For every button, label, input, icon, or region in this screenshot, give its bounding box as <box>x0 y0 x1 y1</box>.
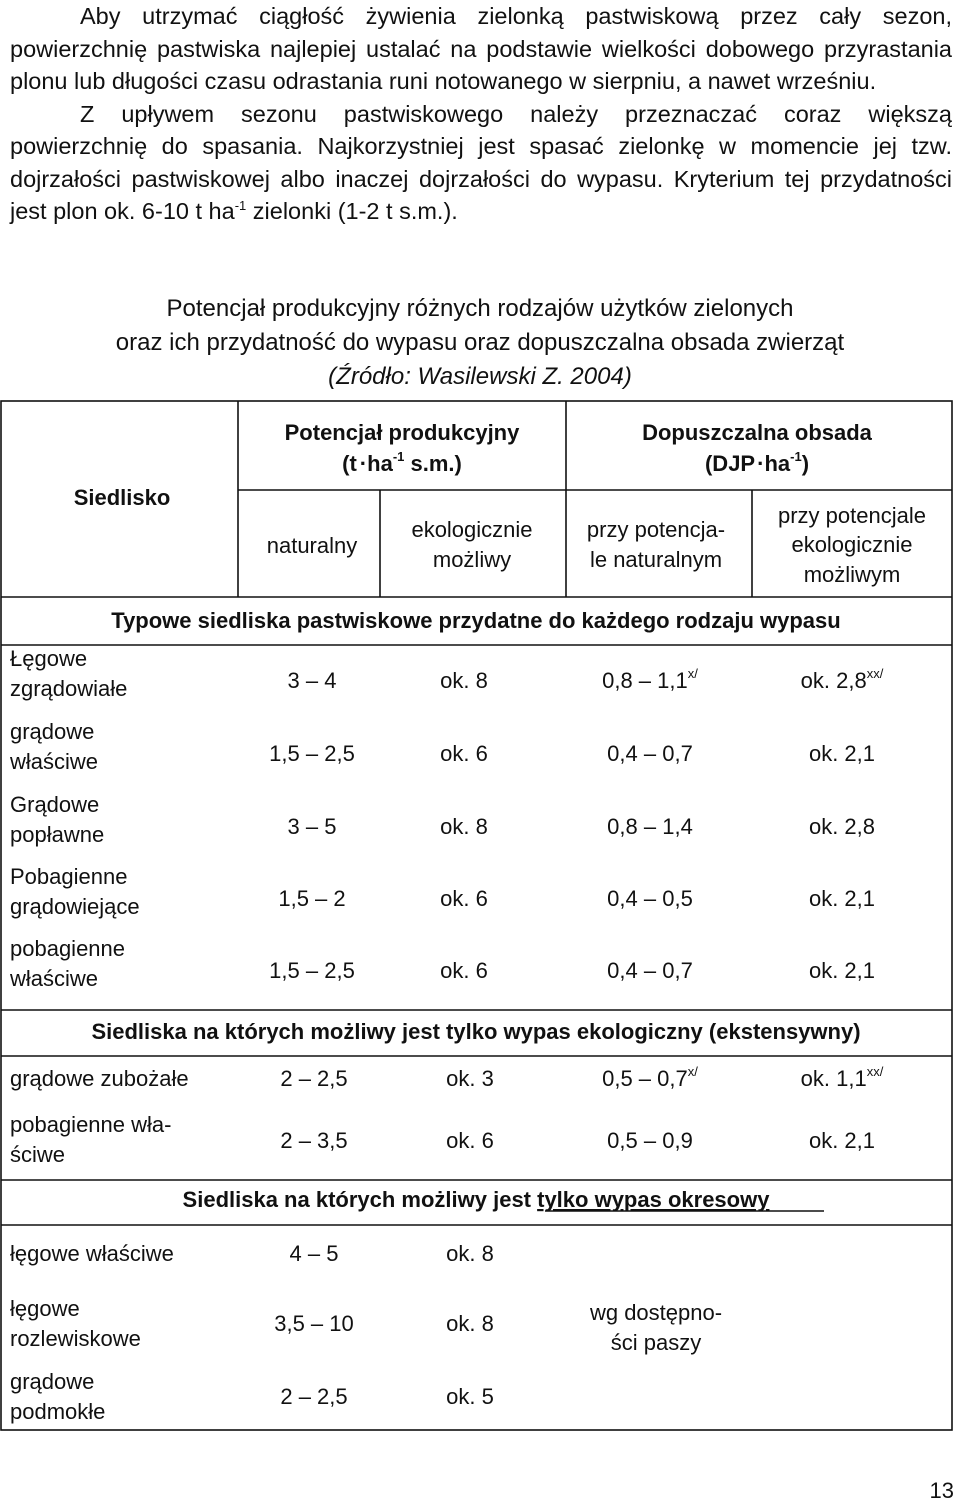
section-2-rows <box>10 1064 884 1167</box>
obsada-sup: -1 <box>790 449 802 464</box>
row-obsada-naturalna: 0,4 – 0,7 <box>607 741 693 766</box>
intro-p2-end: zielonki (1-2 t s.m.). <box>246 198 458 224</box>
row-potencjal-ekologiczny: ok. 3 <box>446 1066 494 1091</box>
row-habitat-line2: podmokłe <box>10 1399 106 1424</box>
row-potencjal-naturalny: 2 – 2,5 <box>280 1384 348 1409</box>
section-3-a: Siedliska na których możliwy jest <box>182 1187 538 1212</box>
row-potencjal-ekologiczny: ok. 8 <box>440 668 488 693</box>
header-potencjal-l1: Potencjał produkcyjny <box>284 420 520 445</box>
section-1-title: Typowe siedliska pastwiskowe przydatne do każdego rodzaju wypasu <box>111 608 841 633</box>
row-obsada-ekologiczna: ok. 2,8 <box>808 814 876 839</box>
row-obsada-naturalna: 0,5 – 0,9 <box>607 1128 693 1153</box>
section-3-b: tylko wypas okresowy <box>537 1187 770 1212</box>
row-potencjal-ekologiczny: ok. 6 <box>440 958 488 983</box>
potencjal-dot: · <box>359 451 368 476</box>
row-potencjal-ekologiczny: ok. 8 <box>440 814 488 839</box>
row-habitat-line2: właściwe <box>10 749 99 774</box>
header-obsada-l2 <box>705 449 809 476</box>
header-ppe-l3: możliwym <box>803 562 901 587</box>
section-3-note-l1: wg dostępno- <box>589 1300 723 1325</box>
row-habitat-line2: zgrądowiałe <box>10 676 128 701</box>
caption-source: (Źródło: Wasilewski Z. 2004) <box>328 363 632 390</box>
header-potencjal-l2 <box>342 449 462 476</box>
row-potencjal-naturalny: 1,5 – 2,5 <box>269 958 355 983</box>
row-potencjal-naturalny: 3,5 – 10 <box>274 1311 354 1336</box>
header-siedlisko: Siedlisko <box>73 485 171 510</box>
section-3-title <box>183 1187 771 1212</box>
row-potencjal-ekologiczny: ok. 8 <box>446 1241 494 1266</box>
row-potencjal-naturalny: 3 – 4 <box>287 668 337 693</box>
row-obsada-ekologiczna: ok. 2,1 <box>808 741 876 766</box>
row-potencjal-ekologiczny: ok. 6 <box>446 1128 494 1153</box>
row-obsada-naturalna: 0,4 – 0,5 <box>607 886 693 911</box>
intro-p2-sup: -1 <box>234 198 247 214</box>
row-obsada-ekologiczna: ok. 2,1 <box>808 886 876 911</box>
header-ppn-l1: przy potencja- <box>586 517 726 542</box>
header-ppe-l1: przy potencjale <box>778 503 926 528</box>
row-obsada-naturalna: $0,8 - 1,1^{x/}$ <box>602 666 698 693</box>
header-ekol-l1: ekologicznie <box>411 517 533 542</box>
potencjal-l2-c: s.m.) <box>404 451 462 476</box>
section-1-rows <box>9 646 884 991</box>
header-ppn-l2: le naturalnym <box>589 547 723 572</box>
row-habitat-line1: Łęgowe <box>10 646 88 671</box>
row-habitat-line1: grądowe <box>10 719 95 744</box>
potencjal-l2-a: (t <box>342 451 357 476</box>
obsada-dot: · <box>757 451 765 476</box>
row-habitat-line2: właściwe <box>10 966 99 991</box>
row-habitat-line2: grądowiejące <box>10 894 140 919</box>
table-caption <box>0 292 960 394</box>
row-habitat-line1: łęgowe <box>10 1296 80 1321</box>
header-naturalny: naturalny <box>266 533 358 558</box>
section-3-rows <box>10 1241 494 1424</box>
row-potencjal-ekologiczny: ok. 6 <box>440 741 488 766</box>
row-habitat-line2: ściwe <box>10 1142 66 1167</box>
row-obsada-naturalna: 0,4 – 0,7 <box>607 958 693 983</box>
potencjal-sup: -1 <box>392 449 405 464</box>
row-potencjal-naturalny: 2 – 3,5 <box>280 1128 348 1153</box>
row-potencjal-naturalny: 2 – 2,5 <box>280 1066 348 1091</box>
caption-line-2: oraz ich przydatność do wypasu oraz dopuszczalna obsada zwierząt <box>115 329 845 356</box>
obsada-l2-b: ha <box>764 451 791 476</box>
caption-line-1: Potencjał produkcyjny różnych rodzajów użytków zielonych <box>166 295 794 322</box>
intro-text <box>10 0 952 228</box>
section-3-note-l2: ści paszy <box>610 1330 702 1355</box>
row-obsada-ekologiczna: ok. 2,1 <box>808 1128 876 1153</box>
row-habitat-line1: pobagienne <box>10 936 126 961</box>
row-habitat-line2: popławne <box>10 822 105 847</box>
header-ekol-l2: możliwy <box>432 547 512 572</box>
row-habitat-line1: pobagienne wła- <box>10 1112 172 1137</box>
obsada-l2-a: (DJP <box>704 451 756 476</box>
row-habitat-line2: rozlewiskowe <box>10 1326 141 1351</box>
potencjal-l2-b: ha <box>367 451 393 476</box>
row-habitat-line1: grądowe <box>10 1369 95 1394</box>
row-potencjal-naturalny: 1,5 – 2 <box>278 886 346 911</box>
row-potencjal-ekologiczny: ok. 5 <box>446 1384 494 1409</box>
header-obsada-l1: Dopuszczalna obsada <box>642 420 872 445</box>
section-2-title: Siedliska na których możliwy jest tylko wypas ekologiczny (ekstensywny) <box>91 1019 861 1044</box>
obsada-l2-c: ) <box>801 451 810 476</box>
row-potencjal-ekologiczny: ok. 6 <box>440 886 488 911</box>
row-potencjal-naturalny: 4 – 5 <box>289 1241 339 1266</box>
row-habitat-line1: Grądowe <box>10 792 100 817</box>
row-obsada-ekologiczna: ok. $1,1^{xx/}$ <box>800 1064 884 1091</box>
header-ppe-l2: ekologicznie <box>791 532 913 557</box>
intro-paragraph-1: Aby utrzymać ciągłość żywienia zielonką pastwiskową przez cały sezon, powierzchnię pastwiska najlepiej ustalać na podstawie wielkości dobowego przyrastania plonu lub długości czasu odrastania runi notowanego w sierpniu, a nawet wrześniu. <box>10 3 952 94</box>
row-obsada-ekologiczna: ok. 2,1 <box>808 958 876 983</box>
intro-p2-start: Z upływem sezonu pastwiskowego należy przeznaczać coraz większą powierzchnię do spasania. Najkorzystniej jest spasać zielonkę w momencie jej tzw. dojrzałości pastwiskowej albo inaczej dojrzałości do wypasu. Kryterium tej przydatności jest plon ok. 6-10 t ha <box>10 100 952 224</box>
row-potencjal-ekologiczny: ok. 8 <box>446 1311 494 1336</box>
row-obsada-naturalna: 0,8 – 1,4 <box>607 814 693 839</box>
row-potencjal-naturalny: 1,5 – 2,5 <box>269 741 355 766</box>
row-habitat-line1: Pobagienne <box>10 864 128 889</box>
intro-paragraph-2 <box>10 98 952 228</box>
row-habitat: łęgowe właściwe <box>10 1241 174 1266</box>
row-obsada-naturalna: $0,5 - 0,7^{x/}$ <box>602 1064 698 1091</box>
row-habitat: grądowe zubożałe <box>10 1066 189 1091</box>
row-potencjal-naturalny: 3 – 5 <box>287 814 337 839</box>
row-obsada-ekologiczna: ok. $2,8^{xx/}$ <box>800 666 884 693</box>
page-number: 13 <box>929 1478 954 1503</box>
